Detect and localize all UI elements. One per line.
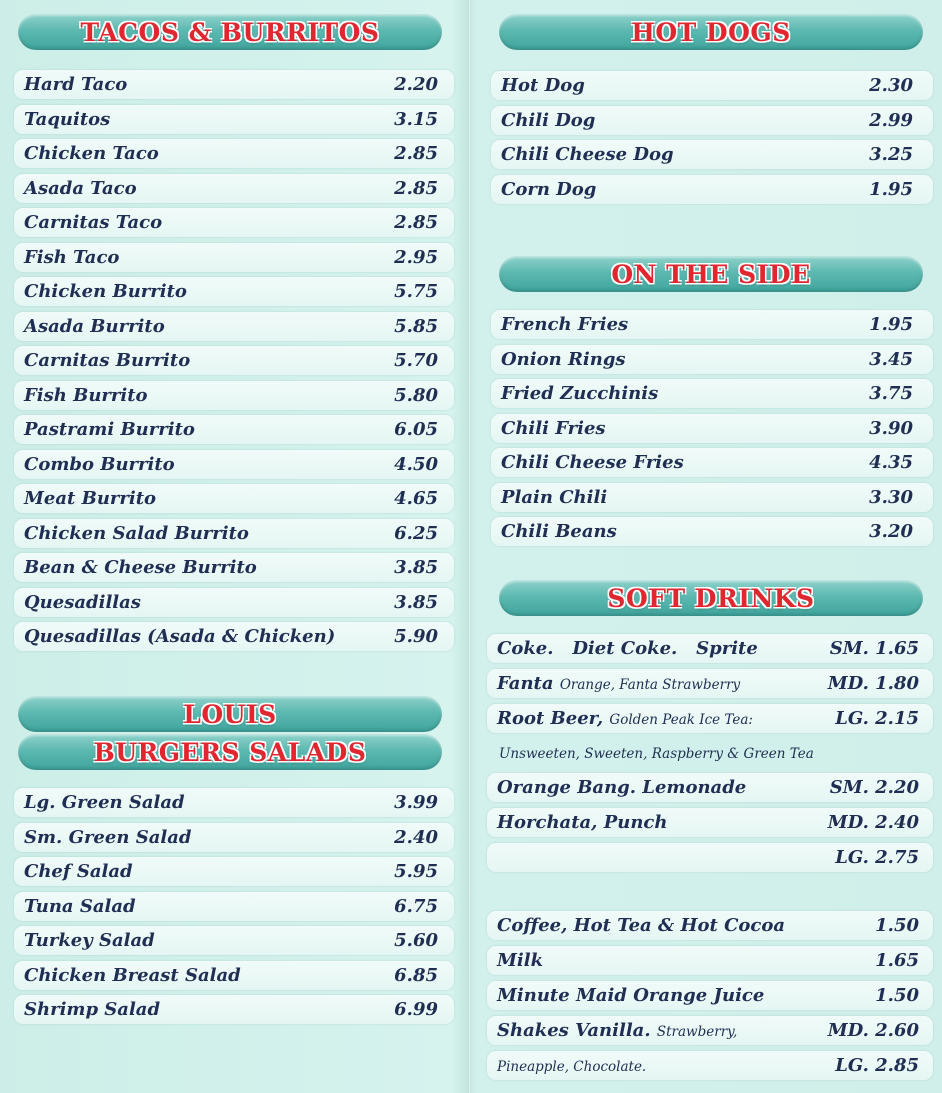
- item-name: Coffee, Hot Tea & Hot Cocoa: [497, 915, 786, 936]
- menu-item: [14, 823, 454, 852]
- item-name: Chicken Burrito: [24, 281, 187, 302]
- item-name: Chef Salad: [24, 861, 133, 882]
- item-price: 3.25: [869, 144, 913, 165]
- hot-dogs-header: [499, 14, 923, 50]
- menu-item: [14, 70, 454, 99]
- item-name-detail: Orange, Fanta Strawberry: [559, 677, 741, 693]
- item-price: 5.75: [394, 281, 438, 302]
- menu-item: [14, 857, 454, 886]
- item-price: 5.95: [394, 861, 438, 882]
- item-name: Fish Burrito: [24, 384, 148, 406]
- item-name: Turkey Salad: [24, 930, 155, 951]
- item-price: LG. 2.15: [835, 708, 919, 729]
- menu-item: [14, 484, 454, 513]
- item-price: 2.30: [869, 75, 913, 96]
- menu-item: [14, 519, 454, 548]
- page-fold: [468, 0, 471, 1093]
- on-the-side-header: [499, 256, 923, 292]
- item-price: 2.99: [869, 109, 913, 131]
- item-name: Asada Taco: [24, 177, 137, 199]
- item-name-detail: Strawberry,: [656, 1024, 738, 1040]
- tacos-burritos-header: [18, 14, 442, 50]
- louis-header: [18, 696, 442, 732]
- item-name: Horchata, Punch: [497, 812, 668, 833]
- menu-item: [487, 1051, 933, 1080]
- menu-item: [14, 243, 454, 272]
- menu-item: [14, 892, 454, 921]
- item-price: 3.45: [869, 348, 913, 370]
- soft-drinks-header: [499, 580, 923, 616]
- menu-item: [487, 843, 933, 872]
- item-price: LG. 2.75: [835, 847, 919, 868]
- item-price: 5.80: [394, 384, 438, 406]
- menu-item: [14, 381, 454, 410]
- item-price: 3.75: [869, 383, 913, 404]
- item-name: Carnitas Taco: [24, 212, 163, 233]
- item-name: [497, 673, 740, 694]
- item-name: Chili Cheese Dog: [501, 144, 674, 165]
- item-price: 6.99: [394, 999, 438, 1020]
- item-price: 1.95: [869, 314, 913, 335]
- menu-item: [487, 946, 933, 975]
- item-price: 6.85: [394, 964, 438, 986]
- item-price: 3.99: [394, 792, 438, 813]
- item-name: Lg. Green Salad: [24, 792, 185, 813]
- item-name: Bean & Cheese Burrito: [24, 557, 257, 578]
- item-name: Combo Burrito: [24, 453, 175, 475]
- item-name: Taquitos: [24, 108, 111, 130]
- item-name: Quesadillas (Asada & Chicken): [24, 626, 336, 647]
- menu-item: [491, 448, 933, 477]
- menu-item: [491, 483, 933, 512]
- menu-item: [487, 773, 933, 802]
- item-price: MD. 2.40: [827, 812, 919, 833]
- item-price: 5.90: [394, 626, 438, 647]
- item-name: Coke. Diet Coke. Sprite: [497, 638, 758, 659]
- item-name: [497, 708, 753, 729]
- menu-item: [487, 704, 933, 733]
- menu-item: [487, 911, 933, 940]
- item-name: Plain Chili: [501, 486, 608, 508]
- item-price: 3.90: [869, 417, 913, 439]
- item-name: Chicken Breast Salad: [24, 964, 241, 986]
- item-name: Milk: [497, 950, 544, 971]
- menu-item: [491, 175, 933, 204]
- menu-item: [487, 981, 933, 1010]
- item-name: [497, 1055, 646, 1076]
- item-name: Corn Dog: [501, 178, 597, 200]
- item-price: 2.85: [394, 143, 438, 164]
- item-price: 3.85: [394, 557, 438, 578]
- menu-item: [491, 345, 933, 374]
- item-name: Onion Rings: [501, 348, 626, 370]
- menu-item: [14, 312, 454, 341]
- item-name-main: Fanta: [497, 673, 554, 694]
- burgers-salads-header: [18, 734, 442, 770]
- menu-item: [14, 588, 454, 617]
- soft-drinks-title: SOFT DRINKS: [607, 583, 815, 613]
- item-name: Chili Beans: [501, 521, 617, 542]
- item-name: Chili Dog: [501, 109, 596, 131]
- item-price: 2.85: [394, 212, 438, 233]
- item-name: Tuna Salad: [24, 895, 136, 917]
- on-the-side-title: ON THE SIDE: [611, 259, 811, 289]
- item-name: Meat Burrito: [24, 488, 157, 509]
- item-name: Chicken Taco: [24, 143, 159, 164]
- menu-item: [14, 105, 454, 134]
- item-price: 1.50: [875, 985, 919, 1006]
- item-name: Chili Cheese Fries: [501, 452, 684, 473]
- menu-item: [14, 277, 454, 306]
- item-name: Asada Burrito: [24, 315, 165, 337]
- item-price: 6.75: [394, 895, 438, 917]
- item-name-main: Root Beer,: [497, 708, 604, 729]
- item-price: LG. 2.85: [835, 1055, 919, 1076]
- louis-title: LOUIS: [183, 699, 277, 729]
- item-name: French Fries: [501, 314, 629, 335]
- item-name: Carnitas Burrito: [24, 350, 191, 371]
- item-price: 5.85: [394, 315, 438, 337]
- item-price: 6.25: [394, 522, 438, 544]
- item-name: [497, 1020, 737, 1041]
- item-name: Orange Bang. Lemonade: [497, 777, 747, 798]
- menu-item: [491, 140, 933, 169]
- menu-item: [14, 346, 454, 375]
- menu-item: [14, 553, 454, 582]
- item-price: MD. 1.80: [827, 673, 919, 694]
- menu-item: [14, 995, 454, 1024]
- menu-item: [491, 379, 933, 408]
- tacos-burritos-title: TACOS & BURRITOS: [80, 17, 380, 47]
- menu-item: [491, 517, 933, 546]
- item-name: Shrimp Salad: [24, 999, 161, 1020]
- menu-item: [14, 139, 454, 168]
- menu-item: [487, 634, 933, 663]
- item-price: 2.40: [394, 826, 438, 848]
- item-name: Pastrami Burrito: [24, 419, 195, 440]
- item-name-detail: Pineapple, Chocolate.: [497, 1059, 647, 1075]
- item-name-detail: Golden Peak Ice Tea:: [609, 712, 753, 728]
- item-price: 4.35: [869, 452, 913, 473]
- item-price: MD. 2.60: [827, 1020, 919, 1041]
- item-name: Hot Dog: [501, 75, 585, 96]
- item-name: Quesadillas: [24, 591, 141, 613]
- item-price: 3.20: [869, 521, 913, 542]
- tea-flavors-note: Unsweeten, Sweeten, Raspberry & Green Tea: [499, 746, 814, 762]
- item-price: 6.05: [394, 419, 438, 440]
- item-name: Hard Taco: [24, 74, 128, 95]
- menu-item: [487, 1016, 933, 1045]
- menu-item: [14, 622, 454, 651]
- item-price: 2.85: [394, 177, 438, 199]
- item-price: 2.95: [394, 246, 438, 268]
- menu-item: [487, 808, 933, 837]
- item-price: 1.95: [869, 178, 913, 200]
- menu-item: [491, 106, 933, 135]
- item-name: Chicken Salad Burrito: [24, 522, 249, 544]
- item-name: Fish Taco: [24, 246, 120, 268]
- item-price: 3.30: [869, 486, 913, 508]
- item-name: Fried Zucchinis: [501, 383, 659, 404]
- item-price: 5.60: [394, 930, 438, 951]
- item-name: Chili Fries: [501, 417, 606, 439]
- menu-item: [14, 415, 454, 444]
- menu-item: [487, 669, 933, 698]
- item-price: 5.70: [394, 350, 438, 371]
- item-price: 1.50: [875, 915, 919, 936]
- item-price: 3.85: [394, 591, 438, 613]
- menu-item: [14, 208, 454, 237]
- item-price: SM. 2.20: [829, 777, 919, 798]
- item-price: 4.65: [394, 488, 438, 509]
- menu-item: [14, 961, 454, 990]
- item-price: 4.50: [394, 453, 438, 475]
- burgers-salads-title: BURGERS SALADS: [93, 737, 367, 767]
- menu-item: [14, 926, 454, 955]
- hot-dogs-title: HOT DOGS: [631, 17, 791, 47]
- item-price: 1.65: [875, 950, 919, 971]
- item-name: Minute Maid Orange Juice: [497, 985, 765, 1006]
- menu-item: [14, 174, 454, 203]
- menu-item: [491, 310, 933, 339]
- menu-item: [14, 450, 454, 479]
- menu-item: [491, 71, 933, 100]
- item-name: Sm. Green Salad: [24, 826, 192, 848]
- item-price: 3.15: [394, 108, 438, 130]
- item-price: 2.20: [394, 74, 438, 95]
- item-name-main: Shakes Vanilla.: [497, 1020, 651, 1041]
- menu-item: [491, 414, 933, 443]
- item-price: SM. 1.65: [829, 638, 919, 659]
- menu-item: [14, 788, 454, 817]
